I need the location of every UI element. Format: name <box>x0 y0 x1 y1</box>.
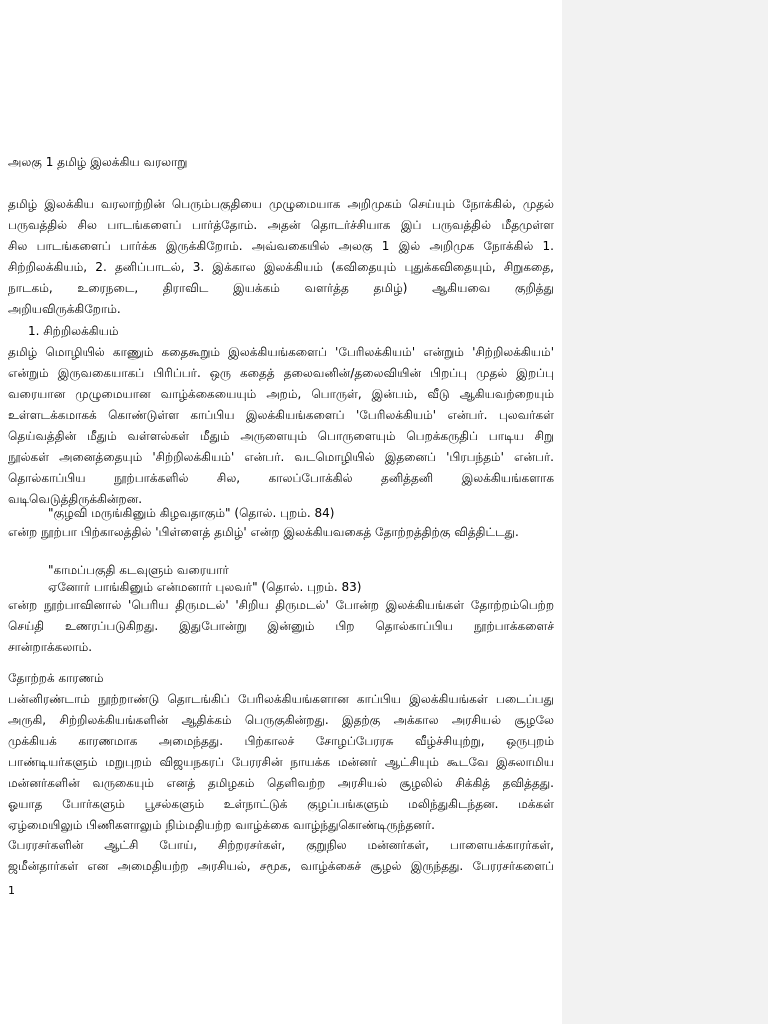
section-line: நூல்கள் அனைத்தையும் 'சிற்றிலக்கியம்' என்பர். வடமொழியில் இதனைப் 'பிரபந்தம்' என்பர். <box>8 450 554 464</box>
intro-line: தமிழ் இலக்கிய வரலாற்றின் பெரும்பகுதியை முழுமையாக அறிமுகம் செய்யும் நோக்கில், முதல் <box>8 197 554 211</box>
origin-line: ஓயாத போர்களும் பூசல்களும் உள்நாட்டுக் குழப்பங்களும் மலிந்துகிடந்தன. மக்கள் <box>8 797 554 811</box>
origin-line: ஏழ்மையிலும் பிணிகளாலும் நிம்மதியற்ற வாழ்க்கை வாழ்ந்துகொண்டிருந்தனர். <box>8 818 435 832</box>
section-line: உள்ளடக்கமாகக் கொண்டுள்ள காப்பிய இலக்கியங்களைப் 'பேரிலக்கியம்' என்பர். புலவர்கள் <box>8 408 554 422</box>
intro-line: சிற்றிலக்கியம், 2. தனிப்பாடல், 3. இக்கால இலக்கியம் (கவிதையும் புதுக்கவிதையும், சிறுகதை, <box>8 260 554 274</box>
comment-margin-pane <box>562 0 768 1024</box>
section-line: தமிழ் மொழியில் காணும் கதைகூறும் இலக்கியங்களைப் 'பேரிலக்கியம்' என்றும் 'சிற்றிலக்கியம்' <box>8 345 554 359</box>
section-line: என்றும் இருவகையாகப் பிரிப்பர். ஒரு கதைத் தலைவனின்/தலைவியின் பிறப்பு முதல் இறப்பு <box>8 366 554 380</box>
origin-line: பாண்டியர்களும் மறுபுறம் விஜயநகரப் பேரரசின் நாயக்க மன்னர் ஆட்சியும் கூடவே இசுலாமிய <box>8 755 554 769</box>
section-line: தொல்காப்பிய நூற்பாக்களில் சில, காலப்போக்கில் தனித்தனி இலக்கியங்களாக <box>8 471 554 485</box>
unit-heading: அலகு 1 தமிழ் இலக்கிய வரலாறு <box>8 155 188 169</box>
closing-line: பேரரசர்களின் ஆட்சி போய், சிற்றரசர்கள், குறுநில மன்னர்கள், பாளையக்காரர்கள், <box>8 838 554 852</box>
quote-follow: என்ற நூற்பாவினால் 'பெரிய திருமடல்' 'சிறிய திருமடல்' போன்ற இலக்கியங்கள் தோற்றம்பெற்ற <box>8 598 554 612</box>
quote-follow: சான்றாக்கலாம். <box>8 640 93 654</box>
quote-follow: செய்தி உணரப்படுகிறது. இதுபோன்று இன்னும் பிற தொல்காப்பிய நூற்பாக்களைச் <box>8 619 554 633</box>
intro-line: அறியவிருக்கிறோம். <box>8 302 121 316</box>
section-line: தெய்வத்தின் மீதும் வள்ளல்கள் மீதும் அருளையும் பொருளையும் பெறக்கருதிப் பாடிய சிறு <box>8 429 554 443</box>
section-line: வரையான முழுமையான வாழ்க்கையையும் அறம், பொருள், இன்பம், வீடு ஆகியவற்றையும் <box>8 387 554 401</box>
section-title: 1. சிற்றிலக்கியம் <box>28 324 119 338</box>
section-line: வடிவெடுத்திருக்கின்றன. <box>8 492 143 506</box>
quote: "குழவி மருங்கினும் கிழவதாகும்" (தொல். புறம். 84) <box>48 506 335 520</box>
closing-line: ஜமீன்தார்கள் என அமைதியற்ற அரசியல், சமூக, வாழ்க்கைச் சூழல் இருந்தது. பேரரசர்களைப் <box>8 859 554 873</box>
quote: ஏனோர் பாங்கினும் என்மனார் புலவர்" (தொல். புறம். 83) <box>48 580 362 594</box>
subheading: தோற்றக் காரணம் <box>8 671 104 685</box>
intro-line: பருவத்தில் சில பாடங்களைப் பார்த்தோம். அதன் தொடர்ச்சியாக இப் பருவத்தில் மீதமுள்ள <box>8 218 554 232</box>
origin-line: மன்னர்களின் வருகையும் எனத் தமிழகம் தெளிவற்ற அரசியல் சூழலில் சிக்கித் தவித்தது. <box>8 776 554 790</box>
intro-line: நாடகம், உரைநடை, திராவிட இயக்கம் வளர்த்த தமிழ்) ஆகியவை குறித்து <box>8 281 554 295</box>
intro-line: சில பாடங்களைப் பார்க்க இருக்கிறோம். அவ்வகையில் அலகு 1 இல் அறிமுக நோக்கில் 1. <box>8 239 554 253</box>
quote: "காமப்பகுதி கடவுளும் வரையார் <box>48 563 229 577</box>
quote-follow: என்ற நூற்பா பிற்காலத்தில் 'பிள்ளைத் தமிழ்' என்ற இலக்கியவகைத் தோற்றத்திற்கு வித்திட்டது. <box>8 525 519 539</box>
origin-line: முக்கியக் காரணமாக அமைந்தது. பிற்காலச் சோழப்பேரரசு வீழ்ச்சியுற்று, ஒருபுறம் <box>8 734 554 748</box>
origin-line: பன்னிரண்டாம் நூற்றாண்டு தொடங்கிப் பேரிலக்கியங்களான காப்பிய இலக்கியங்கள் படைப்பது <box>8 692 554 706</box>
origin-line: அருகி, சிற்றிலக்கியங்களின் ஆதிக்கம் பெருகுகின்றது. இதற்கு அக்கால அரசியல் சூழலே <box>8 713 554 727</box>
page-number: 1 <box>8 884 15 897</box>
